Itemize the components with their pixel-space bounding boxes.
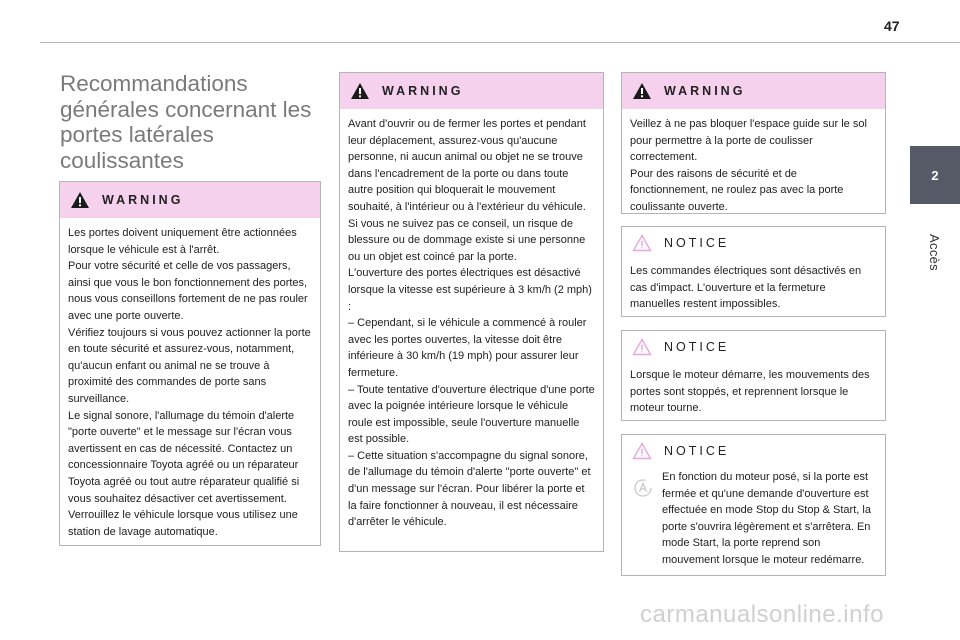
warning-triangle-icon [632,82,652,100]
chapter-label-text: Accès [926,233,942,271]
notice-header [622,331,885,363]
warning-paragraph: Pour des raisons de sécurité et de fonctionnement, ne roulez pas avec la porte coulissante ouverte. [630,167,844,213]
warning-body [60,218,320,546]
chapter-tab[interactable] [910,146,960,204]
warning-paragraph: Avant d'ouvrir ou de fermer les portes et pendant leur déplacement, assurez-vous qu'aucune personne, ni aucun animal ou objet ne se trouve dans l'encadrement de la porte ou dans toute autre position qui bloquerait le mouvement souhaité, à l'intérieur ou à l'extérieur du véhicule. [348,118,586,213]
header-divider [40,42,960,43]
warning-paragraph: Veillez à ne pas bloquer l'espace guide sur le sol pour permettre à la porte de coulisser correctement. [630,118,867,164]
chapter-label [908,212,960,292]
notice-label: NOTICE [664,340,730,354]
notice-box-stop-start [621,434,886,576]
warning-paragraph: Les portes doivent uniquement être actionnées lorsque le véhicule est à l'arrêt. [68,227,297,256]
notice-header [622,227,885,259]
warning-body [340,109,603,537]
warning-label: WARNING [102,193,184,207]
section-title: Recommandations générales concernant les portes latérales coulissantes [60,71,312,173]
warning-box-doors-stationary [59,181,321,546]
notice-header [622,435,885,467]
warning-box-guide-space [621,72,886,214]
warning-triangle-icon [70,191,90,209]
watermark: carmanualsonline.info [640,601,884,628]
notice-box-engine-start [621,330,886,421]
warning-label: WARNING [664,84,746,98]
warning-header [622,73,885,109]
notice-box-impact [621,226,886,317]
page-number: 47 [884,18,900,34]
notice-paragraph: Les commandes électriques sont désactivés en cas d'impact. L'ouverture et la fermeture manuelles restent impossibles. [630,265,862,311]
warning-paragraph: Le signal sonore, l'allumage du témoin d'alerte "porte ouverte" et le message sur l'écran vous avertissent en cas de nécessité. Contactez un concessionnaire Toyota agréé ou un réparateur Toyota agréé ou tout autre réparateur qualifié si vous souhaitez désactiver cet avertissement. [68,409,300,505]
warning-header [340,73,603,109]
warning-box-door-obstruction [339,72,604,552]
notice-triangle-icon [632,338,652,356]
notice-triangle-icon [632,234,652,252]
warning-paragraph: Pour votre sécurité et celle de vos passagers, ainsi que vous le bon fonctionnement des portes, nous vous conseillons fortement de ne pas rouler avec une porte ouverte. [68,260,308,322]
warning-label: WARNING [382,84,464,98]
notice-triangle-icon [632,442,652,460]
warning-header [60,182,320,218]
warning-paragraph: Verrouillez le véhicule lorsque vous utilisez une station de lavage automatique. [68,509,298,538]
warning-triangle-icon [350,82,370,100]
warning-paragraph: – Toute tentative d'ouverture électrique d'une porte avec la poignée intérieure lorsque le véhicule roule est impossible, seule l'ouverture manuelle est possible. [348,383,595,446]
notice-label: NOTICE [664,444,730,458]
notice-paragraph: En fonction du moteur posé, si la porte est fermée et qu'une demande d'ouverture est effectuée en mode Stop du Stop & Start, la porte s'ouvrira légèrement et s'arrêtera. En mode Start, la porte reprend son mouvement lorsque le moteur redémarre. [662,471,871,566]
auto-stop-start-icon [630,477,656,499]
warning-paragraph: – Cette situation s'accompagne du signal sonore, de l'allumage du témoin d'alerte "porte ouverte" et d'un message sur l'écran. Pour libérer la porte et la faire fonctionner à nouveau, il est nécessaire d'arrêter le véhicule. [348,449,591,529]
warning-paragraph: Vérifiez toujours si vous pouvez actionner la porte en toute sécurité et assurez-vous, notamment, qu'aucun enfant ou animal ne se trouve à proximité des commandes de porte sans surveillance. [68,326,311,405]
chapter-number: 2 [931,167,939,183]
notice-body [622,467,885,575]
notice-body [622,259,885,319]
warning-body [622,109,885,222]
warning-paragraph: Si vous ne suivez pas ce conseil, un risque de blessure ou de dommage existe si une personne ou un objet est coincé par la porte. [348,217,586,263]
notice-label: NOTICE [664,236,730,250]
notice-body [622,363,885,423]
warning-paragraph: – Cependant, si le véhicule a commencé à rouler avec les portes ouvertes, la vitesse doit être inférieure à 30 km/h (19 mph) pour assurer leur fermeture. [348,317,587,379]
warning-paragraph: L'ouverture des portes électriques est désactivé lorsque la vitesse est supérieure à 3 km/h (2 mph) : [348,267,592,313]
notice-paragraph: Lorsque le moteur démarre, les mouvements des portes sont stoppés, et reprennent lorsque le moteur tourne. [630,369,870,415]
